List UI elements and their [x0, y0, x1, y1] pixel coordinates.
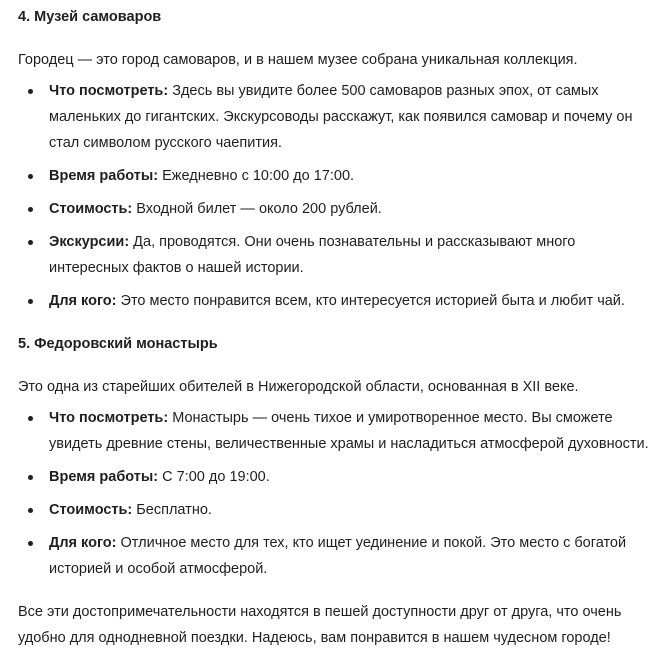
bullet-dot-icon	[28, 508, 33, 513]
list-item	[18, 497, 658, 523]
item-term: Экскурсии:	[49, 234, 130, 250]
section-heading: 4. Музей самоваров	[18, 9, 162, 25]
bullet-dot-icon	[28, 475, 33, 480]
bullet-list	[18, 405, 658, 582]
item-text: Монастырь — очень тихое и умиротворенное место. Вы сможете увидеть древние стены, величественные храмы и насладиться атмосферой духовности.	[49, 410, 649, 452]
list-item	[18, 464, 658, 490]
item-term: Стоимость:	[49, 502, 133, 518]
section-intro: Это одна из старейших обителей в Нижегородской области, основанная в XII веке.	[18, 379, 579, 395]
bullet-dot-icon	[28, 416, 33, 421]
closing-paragraph: Все эти достопримечательности находятся в пешей доступности друг от друга, что очень удобно для однодневной поездки. Надеюсь, вам понравится в нашем чудесном городе!	[18, 604, 622, 646]
item-text: Здесь вы увидите более 500 самоваров разных эпох, от самых маленьких до гигантских. Экскурсоводы расскажут, как появился самовар и почему он стал символом русского чаепития.	[49, 83, 633, 151]
item-term: Время работы:	[49, 168, 159, 184]
bullet-dot-icon	[28, 240, 33, 245]
item-term: Для кого:	[49, 293, 117, 309]
item-term: Что посмотреть:	[49, 83, 169, 99]
bullet-dot-icon	[28, 541, 33, 546]
list-item	[18, 530, 658, 582]
bullet-dot-icon	[28, 174, 33, 179]
section-heading: 5. Федоровский монастырь	[18, 336, 218, 352]
list-item	[18, 163, 658, 189]
item-term: Для кого:	[49, 535, 117, 551]
bullet-list	[18, 78, 658, 314]
item-term: Стоимость:	[49, 201, 133, 217]
list-item	[18, 196, 658, 222]
bullet-dot-icon	[28, 89, 33, 94]
item-term: Время работы:	[49, 469, 159, 485]
list-item	[18, 229, 658, 281]
list-item	[18, 78, 658, 156]
item-text: Ежедневно с 10:00 до 17:00.	[158, 168, 355, 184]
item-text: Это место понравится всем, кто интересуется историей быта и любит чай.	[116, 293, 625, 309]
list-item	[18, 405, 658, 457]
bullet-dot-icon	[28, 207, 33, 212]
bullet-dot-icon	[28, 299, 33, 304]
section-intro: Городец — это город самоваров, и в нашем музее собрана уникальная коллекция.	[18, 52, 578, 68]
item-text: Входной билет — около 200 рублей.	[132, 201, 382, 217]
list-item	[18, 288, 658, 314]
item-text: Да, проводятся. Они очень познавательны и рассказывают много интересных фактов о нашей истории.	[49, 234, 576, 276]
item-term: Что посмотреть:	[49, 410, 169, 426]
item-text: Бесплатно.	[132, 502, 212, 518]
item-text: Отличное место для тех, кто ищет уединение и покой. Это место с богатой историей и особой атмосферой.	[49, 535, 627, 577]
item-text: С 7:00 до 19:00.	[158, 469, 270, 485]
